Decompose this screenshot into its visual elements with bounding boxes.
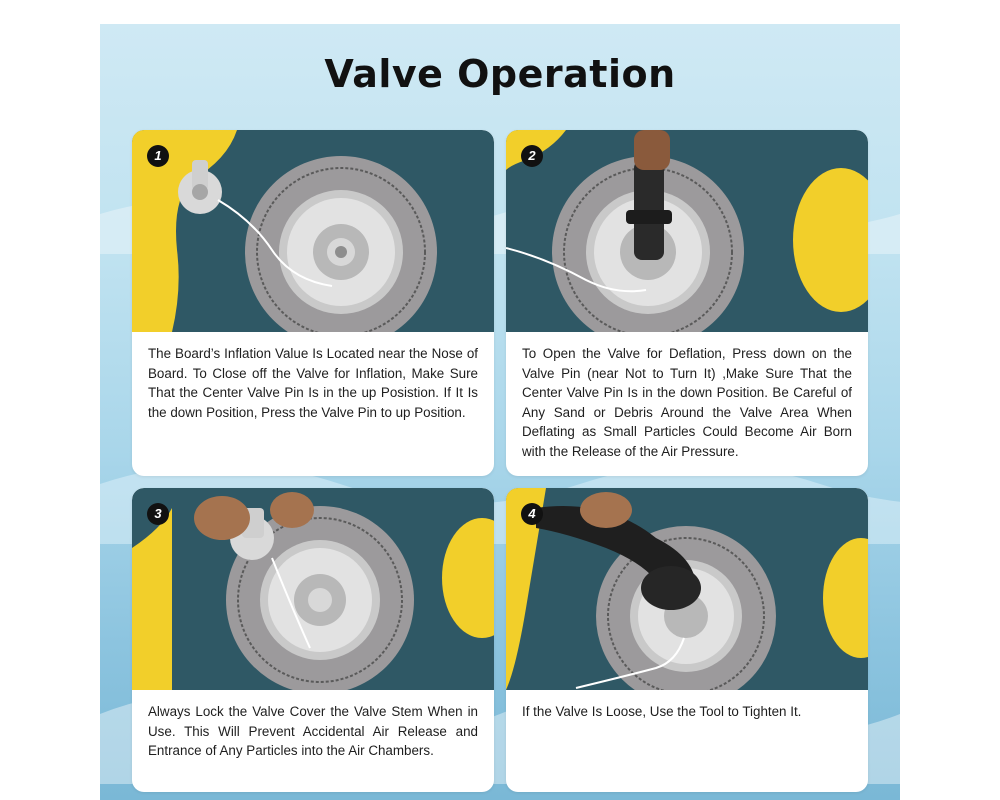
step-number-badge: 1 (147, 145, 169, 167)
board-valve-illustration (506, 488, 868, 690)
step-card-2 (506, 130, 868, 476)
step-2-photo (506, 130, 868, 332)
board-valve-illustration (506, 130, 868, 332)
valve-operation-poster (100, 24, 900, 800)
step-4-photo (506, 488, 868, 690)
board-valve-illustration (132, 130, 494, 332)
step-card-3 (132, 488, 494, 792)
step-number-badge: 3 (147, 503, 169, 525)
step-number-badge: 2 (521, 145, 543, 167)
step-3-photo (132, 488, 494, 690)
step-card-1 (132, 130, 494, 476)
page-title: Valve Operation (324, 52, 676, 96)
step-description: The Board’s Inflation Value Is Located near the Nose of Board. To Close off the Valve for Inflation, Make Sure That the Center Valve Pin Is in the up Posistion. If It Is the down Position, Press the Valve Pin to up Position. (148, 346, 478, 420)
step-description: If the Valve Is Loose, Use the Tool to Tighten It. (522, 704, 802, 719)
board-valve-illustration (132, 488, 494, 690)
step-description: Always Lock the Valve Cover the Valve Stem When in Use. This Will Prevent Accidental Air Release and Entrance of Any Particles into the Air Chambers. (148, 704, 478, 758)
step-1-photo (132, 130, 494, 332)
step-card-4 (506, 488, 868, 792)
step-description: To Open the Valve for Deflation, Press down on the Valve Pin (near Not to Turn It) ,Make Sure That the Center Valve Pin Is in the down Position. Be Careful of Any Sand or Debris Around the Valve Area When Deflating as Small Particles Could Become Air Born with the Release of the Air Pressure. (522, 346, 852, 459)
step-number-badge: 4 (521, 503, 543, 525)
